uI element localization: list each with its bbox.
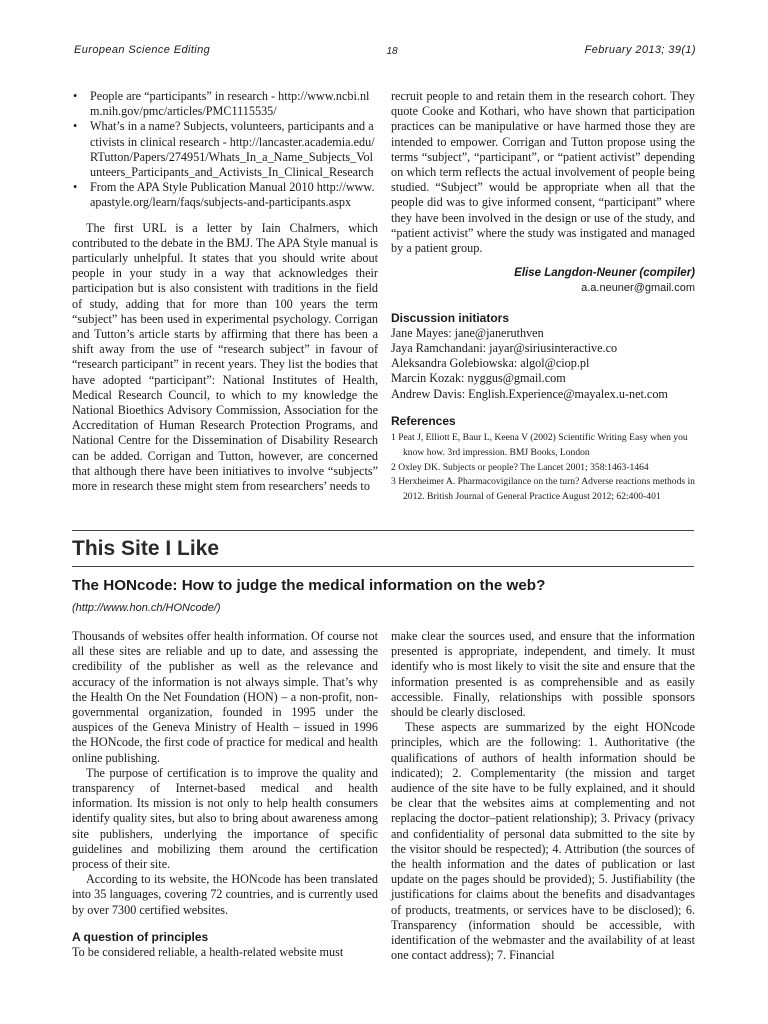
body-paragraph: The purpose of certification is to improve the quality and transparency of Internet-based medical and health information. Its mission is not only to help health consumers identify quality sites, but also to bring about awareness among site publishers, underlying the importance of specific guidelines and mobilizing them around the certification process of their site.: [72, 765, 378, 872]
body-paragraph: recruit people to and retain them in the research cohort. They quote Cooke and Kothari, who have shown that participation practices can be manipulative or have harmed those they are intended to empower. Corrigan and Tutton propose using the terms “subject”, “participant”, or “patient activist” depending on which term reflects the actual involvement of people being studied. “Subject” would be appropriate when all that the people did was to give informed consent, “participant” where they have been involved in the design or use of the study, and “patient activist” where the study was instigated and managed by a patient group.: [391, 89, 695, 256]
reference-item: 2 Oxley DK. Subjects or people? The Lancet 2001; 358:1463-1464: [391, 461, 649, 473]
body-paragraph: To be considered reliable, a health-related website must: [72, 945, 344, 960]
left-bottom-column: [72, 629, 378, 960]
discussion-initiators-heading: Discussion initiators: [391, 310, 510, 325]
right-bottom-column: [391, 629, 695, 963]
references-heading: References: [391, 413, 456, 428]
section-divider-top: [72, 530, 694, 531]
principles-subheading: A question of principles: [72, 929, 209, 944]
list-item: Aleksandra Golebiowska: algol@ciop.pl: [391, 356, 590, 371]
issue-date: February 2013; 39(1): [584, 44, 696, 56]
article-title: The HONcode: How to judge the medical information on the web?: [72, 577, 546, 594]
page-number: 18: [386, 46, 398, 57]
list-item: • People are “participants” in research - http://www.ncbi.nlm.nih.gov/pmc/articles/PMC1115535/: [73, 89, 370, 119]
list-item: • What’s in a name? Subjects, volunteers, participants and activists in clinical research - http://lancaster.academia.edu/RTutton/Papers/274951/Whats_In_a_Name_Subjects_Volunteers_Participants_and_Activists_In_Clinical_Research: [73, 119, 375, 180]
list-item: Jaya Ramchandani: jayar@siriusinteractive.co: [391, 341, 618, 356]
reference-item: 1 Peat J, Elliott E, Baur L, Keena V (2002) Scientific Writing Easy when you know how. 3rd impression. BMJ Books, London: [391, 432, 688, 458]
journal-name: European Science Editing: [74, 44, 211, 56]
body-paragraph: make clear the sources used, and ensure that the information presented is appropriate, independent, and timely. It must identify who is most likely to visit the site and ensure that the information presented is as comprehensible and as easily accessible. Finally, relationships with possible sponsors should be clearly disclosed.: [391, 629, 695, 720]
compiler-email: a.a.neuner@gmail.com: [581, 282, 695, 295]
url-bullet-list: [72, 89, 378, 211]
body-paragraph: These aspects are summarized by the eight HONcode principles, which are the following: 1. Authoritative (the qualifications of authors of health information should be indicated); 2. Complementarity (the mission and target audience of the site have to be fully explained, and it should be clear that the websites aims at complementing and not replacing the doctor–patient relationship); 3. Privacy (privacy and confidentiality of personal data submitted to the site by the visitor should be respected); 4. Attribution (the sources of the health information and the dates of publication or last update on the pages should be provided); 5. Justifiability (the justifications for claims about the benefits and disadvantages of products, treatments, or services have to be disclosed); 6. Transparency (information should be accessible, with identification of the webmaster and the availability of at least one contact address); 7. Financial: [391, 720, 695, 963]
body-paragraph: According to its website, the HONcode has been translated into 35 languages, covering 72 countries, and is currently used by over 7300 certified websites.: [72, 872, 378, 917]
section-divider-bottom: [72, 566, 694, 567]
list-item: • From the APA Style Publication Manual 2010 http://www.apastyle.org/learn/faqs/subjects-and-participants.aspx: [73, 180, 375, 210]
body-paragraph: The first URL is a letter by Iain Chalmers, which contributed to the debate in the BMJ. The APA Style manual is particularly unhelpful. It states that you should write about people in your study in a way that acknowledges their participation but is also consistent with traditions in the field of study, adding that for more than 100 years the term “subject” has been used in experimental psychology. Corrigan and Tutton’s article starts by affirming that there has been a shift away from the use of “research subject” in favour of “research participant” in recent years. They list the bodies that have adopted “participant”: National Institutes of Health, Medical Research Council, to which to my knowledge the National Bioethics Advisory Commission, Association for the Accreditation of Human Research Protection Programs, and National Centre for the Dissemination of Disability Research can be added. Corrigan and Tutton, however, are concerned that although there have been initiatives to involve “subjects” more in research these might stem from researchers’ needs to: [72, 220, 379, 494]
list-item: Jane Mayes: jane@janeruthven: [391, 325, 544, 340]
list-item: Marcin Kozak: nyggus@gmail.com: [391, 371, 566, 386]
list-item: Andrew Davis: English.Experience@mayalex.u-net.com: [391, 386, 668, 401]
references-list: [391, 431, 695, 505]
bullet-icon: •: [73, 180, 78, 195]
body-paragraph: Thousands of websites offer health information. Of course not all these sites are reliable and up to date, and assessing the credibility of the publisher as well as the relevance and accuracy of the information is not always simple. That’s why the Health On the Net Foundation (HON) – a non-profit, non-governmental organization, founded in 1995 under the auspices of the Geneva Ministry of Health – issued in 1996 the HONcode, the first code of practice for medical and health online publishing.: [72, 629, 378, 765]
section-title: This Site I Like: [72, 537, 220, 560]
initiators-list: [391, 326, 695, 402]
right-top-column: [391, 89, 695, 505]
bullet-icon: •: [73, 89, 78, 103]
reference-item: 3 Herxheimer A. Pharmacovigilance on the turn? Adverse reactions methods in 2012. British Journal of General Practice August 2012; 62:400-401: [391, 476, 695, 503]
article-url: (http://www.hon.ch/HONcode/): [72, 602, 221, 614]
bullet-icon: •: [73, 119, 78, 134]
left-top-column: [72, 89, 378, 494]
compiler-signature: Elise Langdon-Neuner (compiler): [514, 267, 695, 280]
